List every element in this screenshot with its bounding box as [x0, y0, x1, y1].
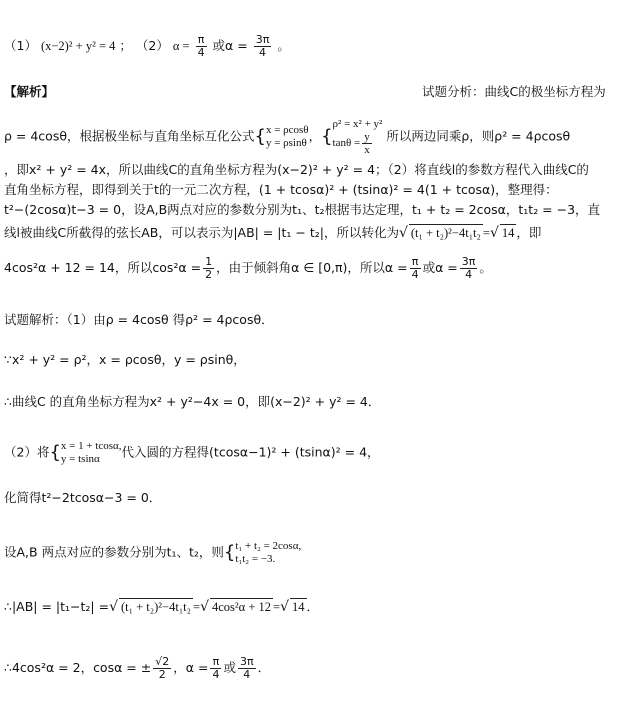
answer-line — [4, 34, 290, 59]
part2-label: （2） — [135, 38, 169, 53]
solution-line-6: 设A,B 两点对应的参数分别为t₁、t₂，则{ t₁ + t₂ = 2cosα, t₁t₂ = −3. — [4, 540, 302, 565]
or-alpha: 或α = — [212, 38, 248, 53]
solution-line-2: ∵x² + y² = ρ²，x = ρcosθ，y = ρsinθ， — [4, 352, 246, 367]
analysis-line-6: 线l被曲线C所截得的弦长AB，可以表示为|AB| = |t₁ − t₂|，所以转化为√ (t₁ + t₂)²−4t₁t₂ =√ 14 ，即 — [4, 225, 542, 241]
analysis-line-3: ，即x² + y² = 4x，所以曲线C的直角坐标方程为(x−2)² + y² = 4；（2）将直线l的参数方程代入曲线C的 — [4, 162, 589, 177]
analysis-line-4: 直角坐标方程，即得到关于t的一元二次方程，(1 + tcosα)² + (tsinα)² = 4(1 + tcosα)，整理得： — [4, 182, 558, 197]
solution-line-3: ∴曲线C 的直角坐标方程为x² + y²−4x = 0，即(x−2)² + y² = 4． — [4, 394, 381, 409]
analysis-line-7: 4cos²α + 12 = 14，所以cos²α = $\frac{1}{2}$ ，由于倾斜角α ∈ [0,π)，所以α = $\frac{\pi}{4}$ 或α = $\frac{3\pi}{4}$ 。 — [4, 255, 492, 281]
analysis-line-2: ρ = 4cosθ，根据极坐标与直角坐标互化公式{ x = ρcosθ y = ρsinθ ，{ ρ² = x² + y² tanθ = $\frac{y}{x}$ 所以两边同乘ρ，则ρ² = 4ρcosθ — [4, 118, 571, 156]
fraction-pi-4: $\frac{\pi}{4}$ — [197, 33, 205, 59]
analysis-intro: 试题分析：曲线C的极坐标方程为 — [422, 84, 606, 99]
alpha-eq: α = — [172, 39, 190, 53]
solution-line-8: ∴4cos²α = 2，cosα = ± $\frac{√2}{2}$ ，α = $\frac{\pi}{4}$ 或 $\frac{3\pi}{4}$ ． — [4, 655, 271, 681]
analysis-header: 【解析】 — [4, 84, 55, 99]
part1-label: （1） — [4, 38, 37, 53]
solution-line-4: （2）将{ x = 1 + tcosα, y = tsinα 代入圆的方程得(tcosα−1)² + (tsinα)² = 4， — [4, 440, 380, 465]
solution-line-7: ∴|AB| = |t₁−t₂| =√ (t₁ + t₂)²−4t₁t₂ =√ 4cos²α + 12 =√ 14 ． — [4, 599, 320, 615]
analysis-line-5: t²−(2cosα)t−3 = 0，设A,B两点对应的参数分别为t₁、t₂根据韦达定理，t₁ + t₂ = 2cosα，t₁t₂ = −3，直 — [4, 202, 601, 217]
separator: ； — [119, 38, 132, 53]
solution-line-5: 化简得t²−2tcosα−3 = 0． — [4, 490, 162, 505]
part1-equation: (x−2)² + y² = 4 — [40, 39, 116, 53]
fraction-3pi-4: $\frac{3\pi}{4}$ — [255, 33, 270, 59]
answer-end: 。 — [277, 38, 290, 53]
solution-line-1: 试题解析：（1）由ρ = 4cosθ 得ρ² = 4ρcosθ． — [4, 312, 274, 327]
